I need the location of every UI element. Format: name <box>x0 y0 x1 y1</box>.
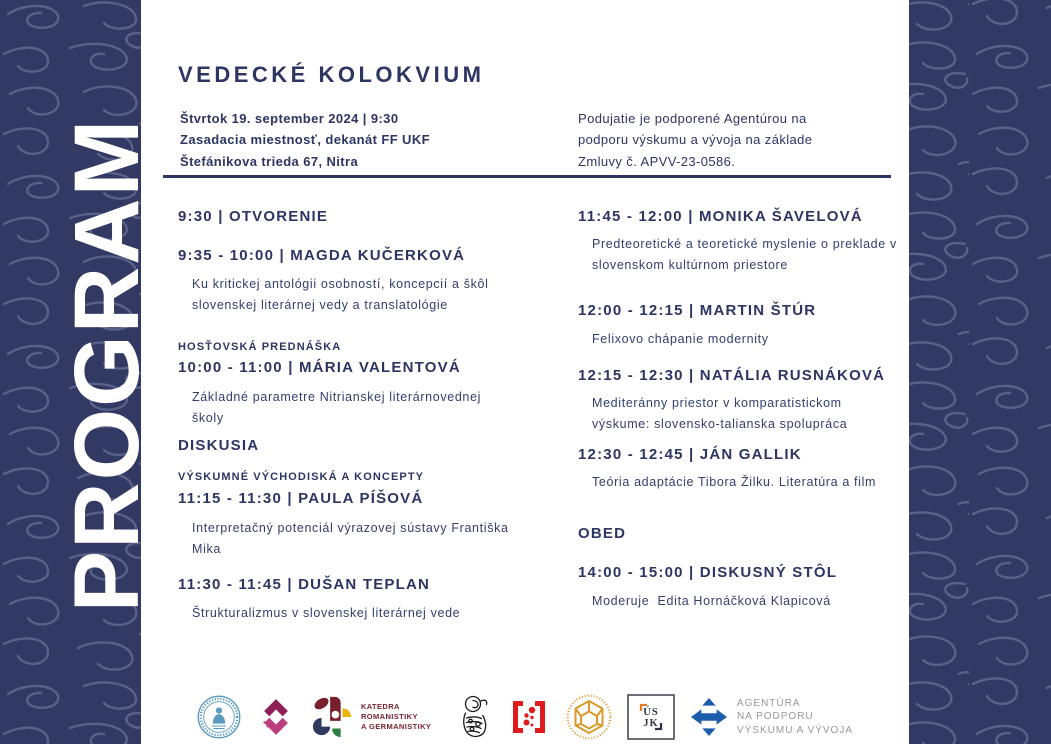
session-heading: 10:00 - 11:00 | MÁRIA VALENTOVÁ <box>178 359 461 376</box>
partner-logo-strip <box>141 690 909 744</box>
event-venue: Zasadacia miestnosť, dekanát FF UKF <box>180 132 430 148</box>
ff-ukf-monogram-icon <box>256 697 296 737</box>
support-note-line: podporu výskumu a vývoja na základe <box>578 132 813 148</box>
session-heading: DISKUSIA <box>178 437 260 454</box>
session-heading: 12:30 - 12:45 | JÁN GALLIK <box>578 446 802 463</box>
katedra-text-line: KATEDRA <box>360 702 400 712</box>
apvv-logo <box>690 696 853 738</box>
schedule-item <box>578 301 910 350</box>
page-title: VEDECKÉ KOLOKVIUM <box>178 62 485 87</box>
session-description: Štrukturalizmus v slovenskej literárnej vede <box>192 606 461 620</box>
session-description: Felixovo chápanie modernity <box>592 332 769 346</box>
session-description: Mediteránny priestor v komparatistickom výskume: slovensko-talianska spolupráca <box>592 396 848 431</box>
katedra-romanistiky-icon <box>311 694 355 740</box>
usjk-logo <box>627 694 675 740</box>
session-heading: 12:15 - 12:30 | NATÁLIA RUSNÁKOVÁ <box>578 367 886 384</box>
program-vertical-label: PROGRAM <box>56 117 158 613</box>
katedra-text-line: A GERMANISTIKY <box>360 721 432 731</box>
svg-text:ÚS: ÚS <box>643 707 659 718</box>
apvv-text-line: NA PODPORU <box>736 711 814 723</box>
session-description: Interpretačný potenciál výrazovej sústavy Františka Mika <box>192 521 513 556</box>
event-address: Štefánikova trieda 67, Nitra <box>180 153 359 169</box>
session-heading: 14:00 - 15:00 | DISKUSNÝ STÔL <box>578 564 838 581</box>
squiggle-pattern-right <box>909 0 1051 744</box>
event-date-time: Štvrtok 19. september 2024 | 9:30 <box>180 111 399 126</box>
event-info <box>180 108 430 172</box>
session-description: Ku kritickej antológii osobností, koncepcií a škôl slovenskej literárnej vedy a translatológie <box>192 277 493 312</box>
schedule-item <box>178 575 578 624</box>
session-description: Teória adaptácie Tibora Žilku. Literatúra a film <box>592 475 877 489</box>
schedule-item <box>178 471 578 559</box>
session-label: HOSŤOVSKÁ PREDNÁŠKA <box>178 341 342 353</box>
session-heading: 12:00 - 12:15 | MARTIN ŠTÚR <box>578 302 817 319</box>
session-heading: 9:30 | OTVORENIE <box>178 208 329 225</box>
schedule-item <box>578 366 910 434</box>
schedule-item <box>178 436 578 455</box>
session-heading: 11:30 - 11:45 | DUŠAN TEPLAN <box>178 576 431 593</box>
apvv-arrows-icon <box>690 696 728 738</box>
ukf-university-seal-icon <box>197 695 241 739</box>
schedule-item <box>578 524 910 543</box>
schedule-item <box>178 207 578 226</box>
session-heading: 11:15 - 11:30 | PAULA PÍŠOVÁ <box>178 490 424 507</box>
support-note <box>578 108 812 172</box>
apvv-text-line: VÝSKUMU A VÝVOJA <box>736 724 854 736</box>
right-decorative-band <box>909 0 1051 744</box>
schedule-item <box>578 445 910 493</box>
session-description: Moderuje Edita Hornáčková Klapicová <box>592 594 831 608</box>
schedule-item <box>178 246 578 315</box>
katedra-romanistiky-logo <box>311 694 441 740</box>
session-heading: 9:35 - 10:00 | MAGDA KUČERKOVÁ <box>178 247 466 264</box>
apvv-text-line: AGENTÚRA <box>736 697 801 709</box>
session-description: Základné parametre Nitrianskej literárnovednej školy <box>192 390 486 425</box>
schedule-item <box>178 341 578 428</box>
support-note-line: Podujatie je podporené Agentúrou na <box>578 111 807 126</box>
session-label: VÝSKUMNÉ VÝCHODISKÁ A KONCEPTY <box>178 471 425 483</box>
schedule-item <box>578 563 910 612</box>
katedra-romanistiky-text <box>361 702 441 731</box>
katedra-text-line: ROMANISTIKY <box>360 712 418 722</box>
apvv-agency-text <box>737 697 853 738</box>
header-divider <box>163 175 891 178</box>
red-brackets-icon <box>507 695 551 739</box>
svg-text:JK: JK <box>643 718 659 729</box>
session-heading: 11:45 - 12:00 | MONIKA ŠAVELOVÁ <box>578 208 863 225</box>
support-note-line: Zmluvy č. APVV-23-0586. <box>578 153 736 169</box>
woodcut-emblem-icon <box>456 693 492 741</box>
gold-knot-seal-icon <box>566 694 612 740</box>
schedule-item <box>578 207 910 275</box>
session-description: Predteoretické a teoretické myslenie o preklade v slovenskom kultúrnom priestore <box>592 237 902 272</box>
session-heading: OBED <box>578 525 627 542</box>
